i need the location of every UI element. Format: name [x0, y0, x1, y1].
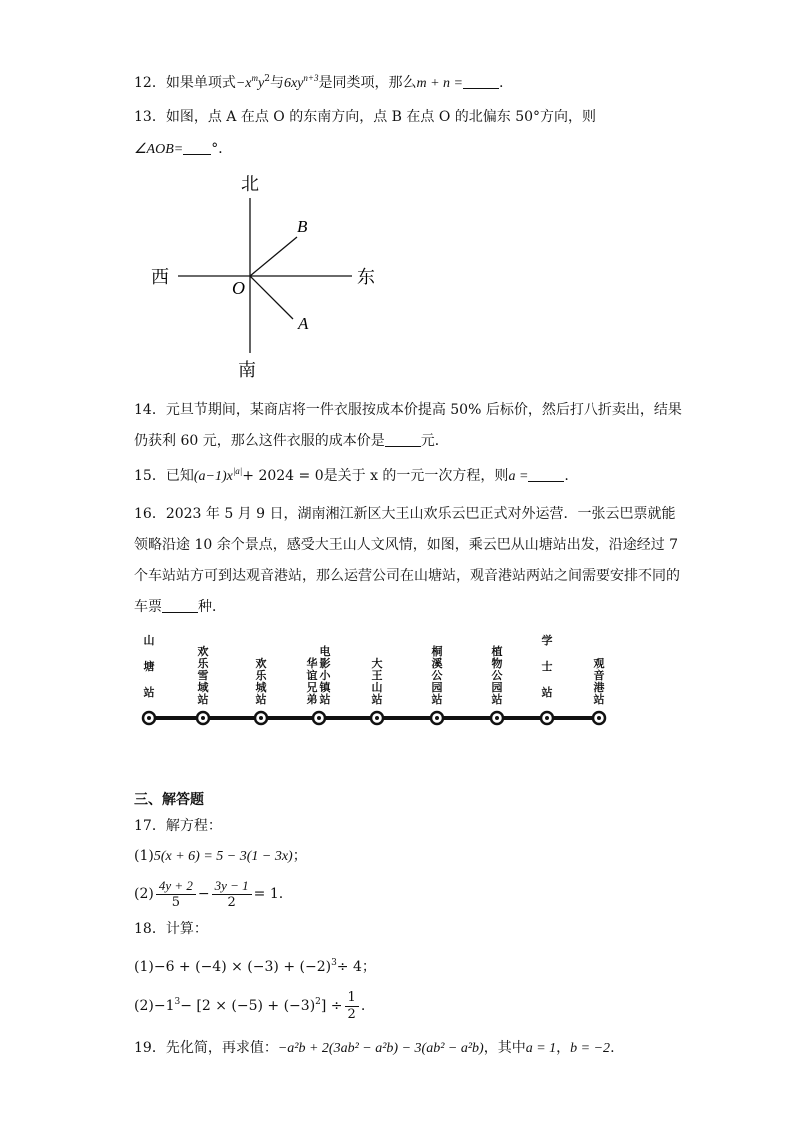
- q18-title: 计算：: [165, 921, 208, 937]
- q18-p1-end: ；: [361, 959, 376, 975]
- q17-p1-end: ；: [292, 848, 307, 864]
- q13-angle: ∠AOB=: [134, 142, 184, 157]
- question-19: [134, 1038, 615, 1059]
- q15-answer-blank[interactable]: [528, 467, 564, 482]
- q18-p1-tail: ÷ 4: [336, 959, 362, 975]
- q17-p2-num2: 3y − 1: [212, 878, 252, 895]
- station-label-col: 华谊兄弟: [306, 657, 318, 706]
- q12-number: 12．: [134, 75, 166, 91]
- q19-sep: ，: [556, 1040, 571, 1056]
- station-label: 山塘站: [143, 634, 155, 699]
- q12-mono2-exp: n+3: [303, 73, 319, 83]
- station-label-col: 电影小镇站: [319, 645, 331, 706]
- label-east: 东: [357, 267, 375, 288]
- q18-p2-expr: −1: [153, 998, 175, 1014]
- question-18-part2: [134, 989, 365, 1023]
- q17-p2-den1: 5: [171, 894, 180, 910]
- q19-number: 19．: [134, 1040, 166, 1056]
- q12-text-c: 是同类项，那么: [318, 75, 417, 91]
- question-15: [134, 466, 569, 487]
- label-point-b: B: [297, 217, 308, 236]
- q14-line2-b: 元．: [420, 433, 449, 449]
- q15-text-a: 已知: [165, 468, 194, 484]
- q15-eq: (a−1)x: [193, 469, 233, 484]
- question-17-title: [134, 816, 222, 836]
- station-marker-dot: [435, 716, 439, 720]
- q19-cond2: b = −2: [570, 1041, 611, 1056]
- q12-mono2: 6xy: [283, 76, 304, 91]
- station-label: 欢乐城站: [255, 657, 267, 706]
- question-13-line2: [134, 139, 232, 160]
- q17-p2-fraction1: [156, 878, 196, 911]
- station-label: 观音港站: [593, 657, 605, 706]
- station-marker-dot: [545, 716, 549, 720]
- station-label: 桐溪公园站: [431, 645, 443, 706]
- yunba-route-diagram: [135, 634, 615, 734]
- q12-end: .: [498, 75, 504, 91]
- q19-text-a: 先化简，再求值：: [165, 1040, 278, 1056]
- q17-p2-num1: 4y + 2: [156, 878, 196, 895]
- q13-line1: 如图，点 A 在点 O 的东南方向，点 B 在点 O 的北偏东 50°方向，则: [165, 109, 597, 125]
- station-label: 大王山站: [371, 657, 383, 706]
- question-16-line4: [134, 597, 226, 617]
- q12-text-a: 如果单项式: [165, 75, 236, 91]
- label-north: 北: [241, 174, 259, 195]
- station-marker-dot: [259, 716, 263, 720]
- q19-end: .: [610, 1040, 615, 1056]
- q15-var: a =: [508, 469, 529, 484]
- question-16-line3: [134, 566, 680, 586]
- q16-line4-b: 种．: [198, 599, 226, 615]
- q14-number: 14．: [134, 402, 166, 418]
- q18-p2-mid: − [2 × (−5) + (−3): [180, 998, 316, 1014]
- q14-line2-a: 仍获利 60 元，那么这件衣服的成本价是: [134, 433, 385, 449]
- q18-p1-label: (1): [134, 959, 154, 975]
- q12-answer-blank[interactable]: [463, 74, 499, 89]
- ray-ob: [250, 237, 297, 276]
- question-16-line2: [134, 535, 678, 555]
- q16-number: 16．: [134, 506, 166, 522]
- question-12: [134, 73, 503, 94]
- q14-line1: 元旦节期间，某商店将一件衣服按成本价提高 50% 后标价，然后打八折卖出，结果: [165, 402, 682, 418]
- q14-answer-blank[interactable]: [385, 432, 421, 447]
- q19-expr: −a²b + 2(3ab² − a²b) − 3(ab² − a²b): [277, 1041, 484, 1056]
- station-label: 学士站: [541, 634, 553, 699]
- q18-p1-expr: −6 + (−4) × (−3) + (−2): [153, 959, 332, 975]
- station-marker-dot: [317, 716, 321, 720]
- q15-text-b: 是关于 x 的一元一次方程，则: [323, 468, 509, 484]
- q12-mono1-y: y: [258, 76, 265, 91]
- label-origin: O: [232, 278, 245, 298]
- q18-p2-exp: 3: [174, 997, 181, 1007]
- station-marker-dot: [201, 716, 205, 720]
- q18-p2-fden: 2: [347, 1006, 356, 1022]
- q15-number: 15．: [134, 468, 166, 484]
- station-marker-dot: [375, 716, 379, 720]
- q16-answer-blank[interactable]: [162, 598, 198, 613]
- q17-p2-end: .: [278, 886, 284, 902]
- section-3-heading: 三、解答题: [134, 792, 204, 808]
- q18-p2-tail: ] ÷: [320, 998, 343, 1014]
- q13-number: 13．: [134, 109, 166, 125]
- question-14-line1: [134, 400, 682, 420]
- q17-p2-fraction2: [212, 878, 252, 911]
- q15-eq-b: + 2024 = 0: [242, 468, 324, 484]
- q17-p1-equation: 5(x + 6) = 5 − 3(1 − 3x): [153, 849, 293, 864]
- station-label: 植物公园站: [491, 645, 503, 706]
- station-marker-dot: [495, 716, 499, 720]
- q18-p2-exp2: 2: [315, 997, 321, 1007]
- q19-cond1: a = 1: [525, 1041, 557, 1056]
- q17-p2-rhs: = 1: [253, 886, 279, 902]
- q15-eq-exp: |a|: [232, 466, 243, 476]
- q17-p2-label: (2): [134, 886, 154, 902]
- q16-line2: 领略沿途 10 余个景点，感受大王山人文风情，如图，乘云巴从山塘站出发，沿途经过 7: [134, 537, 679, 553]
- label-south: 南: [238, 360, 256, 381]
- q12-expr: m + n =: [416, 76, 463, 91]
- station-label: [306, 646, 332, 706]
- q17-number: 17．: [134, 818, 166, 834]
- q18-p2-fraction: [345, 990, 359, 1023]
- station-marker-dot: [147, 716, 151, 720]
- q19-text-b: ，其中: [483, 1040, 526, 1056]
- station-marker-dot: [597, 716, 601, 720]
- q12-mono1-yexp: 2: [264, 74, 270, 84]
- q18-p1-exp: 3: [331, 958, 337, 968]
- q18-p2-fnum: 1: [345, 990, 359, 1007]
- q13-line2-end: °．: [211, 141, 233, 157]
- question-18-part1: [134, 957, 376, 977]
- q15-end: .: [564, 468, 569, 484]
- question-17-part1: [134, 846, 307, 867]
- q16-line1: 2023 年 5 月 9 日，湖南湘江新区大王山欢乐云巴正式对外运营．一张云巴票就能: [165, 506, 676, 522]
- q17-p1-label: (1): [134, 848, 154, 864]
- compass-diagram: [140, 170, 390, 385]
- question-14-line2: [134, 431, 449, 451]
- q17-p2-den2: 2: [227, 894, 236, 910]
- q18-p2-end: .: [360, 998, 366, 1014]
- q18-p2-label: (2): [134, 998, 154, 1014]
- label-west: 西: [151, 267, 169, 288]
- q13-answer-blank[interactable]: [183, 140, 211, 155]
- q17-title: 解方程：: [165, 818, 222, 834]
- q16-line3: 个车站站方可到达观音港站，那么运营公司在山塘站，观音港站两站之间需要安排不同的: [134, 568, 680, 584]
- q12-text-b: 与: [269, 75, 284, 91]
- question-17-part2: [134, 877, 283, 911]
- q18-number: 18．: [134, 921, 166, 937]
- q16-line4-a: 车票: [134, 599, 162, 615]
- question-13-line1: [134, 107, 596, 127]
- q12-mono1: −x: [235, 76, 252, 91]
- station-label: 欢乐雪域站: [197, 645, 209, 706]
- label-point-a: A: [298, 314, 309, 333]
- q12-mono1-exp: m: [251, 73, 258, 83]
- ray-oa: [250, 276, 293, 319]
- question-16-line1: [134, 504, 676, 524]
- question-18-title: [134, 919, 208, 939]
- q17-p2-minus: −: [197, 886, 210, 902]
